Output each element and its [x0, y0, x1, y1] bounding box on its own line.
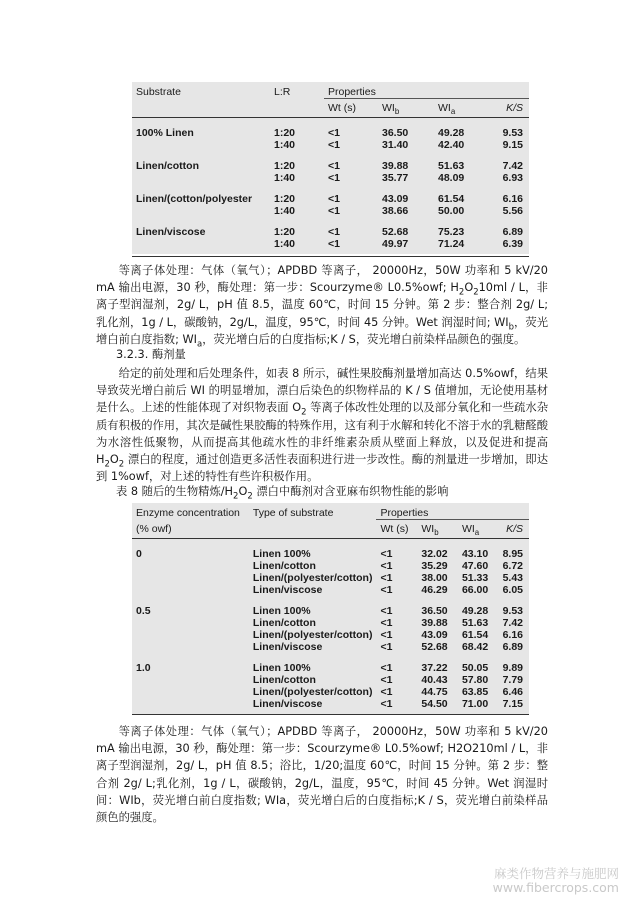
table-row — [132, 674, 529, 686]
table-row-spacer — [132, 217, 529, 226]
wib-cell: 38.66 — [382, 204, 409, 217]
wib-cell: 36.50 — [421, 604, 448, 617]
table-1-header-row — [132, 86, 529, 99]
ks-cell: 7.42 — [502, 159, 523, 172]
enzyme-conc-cell — [132, 641, 249, 653]
enzyme-conc-cell — [132, 584, 249, 596]
table-row — [132, 572, 529, 584]
substrate-type-cell: Linen/(polyester/cotton) — [252, 628, 373, 641]
wt-cell: <1 — [380, 685, 393, 698]
table-row — [132, 139, 529, 151]
header-wib: $WI_b$ — [382, 101, 400, 116]
lr-cell: 1:20 — [274, 225, 296, 238]
wt-cell: <1 — [380, 571, 393, 584]
table-row-spacer — [132, 151, 529, 160]
enzyme-conc-cell — [132, 629, 249, 641]
wia-cell: 75.23 — [438, 225, 465, 238]
ks-cell: 5.56 — [502, 204, 523, 217]
wia-cell: 50.05 — [461, 661, 489, 674]
table-row — [132, 641, 529, 653]
ks-cell: 9.15 — [502, 138, 523, 151]
table-row — [132, 698, 529, 710]
wib-cell: 43.09 — [421, 628, 448, 641]
lr-cell: 1:20 — [274, 126, 296, 139]
substrate-cell — [132, 172, 270, 184]
section-title: 酶剂量 — [151, 348, 186, 361]
lr-cell: 1:20 — [274, 192, 296, 205]
ks-cell: 9.53 — [502, 126, 523, 139]
wia-cell: 71.24 — [438, 237, 465, 250]
wib-cell: 52.68 — [382, 225, 409, 238]
wia-cell: 50.00 — [438, 204, 465, 217]
ks-cell: 6.16 — [502, 192, 523, 205]
substrate-type-cell: Linen 100% — [252, 661, 311, 674]
substrate-cell: 100% Linen — [136, 126, 194, 139]
wia-cell: 61.54 — [438, 192, 465, 205]
enzyme-conc-cell — [132, 560, 249, 572]
table-row — [132, 617, 529, 629]
wib-cell: 43.09 — [382, 192, 409, 205]
substrate-type-cell: Linen 100% — [252, 547, 311, 560]
table-row-spacer — [132, 538, 529, 548]
ks-cell: 6.89 — [502, 225, 523, 238]
table-1-grid — [132, 86, 529, 257]
wia-cell: 42.40 — [438, 138, 465, 151]
wt-cell: <1 — [380, 697, 393, 710]
wia-cell: 51.63 — [438, 159, 465, 172]
wia-cell: 71.00 — [461, 697, 489, 710]
table-2-caption: 表 8 随后的生物精炼$/H_2O_2$ 漂白中酶剂对含亚麻布织物性能的影响 — [116, 485, 449, 501]
ks-cell: 6.89 — [502, 640, 523, 653]
wib-cell: 35.77 — [382, 171, 409, 184]
table-row — [132, 172, 529, 184]
table-2-header-row — [132, 507, 529, 520]
table-1-subheader-row — [132, 99, 529, 118]
substrate-type-cell: Linen/viscose — [252, 697, 323, 710]
lr-cell: 1:40 — [274, 171, 296, 184]
watermark-line-2: www.fibercrops.com — [492, 880, 619, 895]
table-row — [132, 205, 529, 217]
table-row — [132, 560, 529, 572]
table-row — [132, 160, 529, 172]
wia-cell: 49.28 — [438, 126, 465, 139]
section-number: 3.2.3. — [116, 348, 149, 361]
table-row — [132, 193, 529, 205]
wia-cell: 66.00 — [461, 583, 489, 596]
ks-cell: 7.15 — [502, 697, 523, 710]
header-wia-2: $WI_a$ — [461, 522, 480, 537]
table-2-bottom-rule — [132, 710, 529, 715]
ks-cell: 6.46 — [502, 685, 523, 698]
header-substrate: Substrate — [136, 86, 181, 99]
wt-cell: <1 — [380, 547, 393, 560]
header-enzyme-unit: (% owf) — [136, 522, 172, 535]
enzyme-conc-cell — [132, 674, 249, 686]
wt-cell: <1 — [328, 225, 340, 238]
substrate-cell — [132, 205, 270, 217]
enzyme-conc-cell — [132, 617, 249, 629]
table-row-spacer — [132, 653, 529, 662]
table-row — [132, 686, 529, 698]
table-row-spacer — [132, 117, 529, 127]
wia-cell: 48.09 — [438, 171, 465, 184]
wib-cell: 44.75 — [421, 685, 448, 698]
lr-cell: 1:20 — [274, 159, 296, 172]
table-row — [132, 584, 529, 596]
header-lr: L:R — [274, 86, 291, 99]
header-properties-2: Properties — [376, 507, 529, 520]
section-heading — [116, 347, 186, 363]
wia-cell: 63.85 — [461, 685, 489, 698]
enzyme-conc-cell — [132, 698, 249, 710]
lr-cell: 1:40 — [274, 138, 296, 151]
enzyme-conc-cell: 0 — [136, 547, 142, 560]
substrate-type-cell: Linen/cotton — [252, 616, 316, 629]
header-enzyme-conc: Enzyme concentration — [136, 507, 240, 520]
enzyme-conc-cell — [132, 572, 249, 584]
table-row-spacer — [132, 184, 529, 193]
wib-cell: 46.29 — [421, 583, 448, 596]
table-row — [132, 662, 529, 674]
wt-cell: <1 — [328, 126, 340, 139]
wt-cell: <1 — [380, 661, 393, 674]
table-1 — [132, 82, 529, 254]
header-wia: $WI_a$ — [438, 101, 456, 116]
substrate-type-cell: Linen/(polyester/cotton) — [252, 685, 373, 698]
wib-cell: 36.50 — [382, 126, 409, 139]
ks-cell: 6.39 — [502, 237, 523, 250]
table-2-subheader-row — [132, 520, 529, 539]
wib-cell: 39.88 — [421, 616, 448, 629]
lr-cell: 1:40 — [274, 237, 296, 250]
enzyme-conc-cell: 1.0 — [136, 661, 151, 674]
wia-cell: 61.54 — [461, 628, 489, 641]
wia-cell: 51.63 — [461, 616, 489, 629]
wia-cell: 47.60 — [461, 559, 489, 572]
substrate-cell: Linen/viscose — [136, 225, 206, 238]
wt-cell: <1 — [380, 604, 393, 617]
substrate-type-cell: Linen/cotton — [252, 559, 316, 572]
wib-cell: 35.29 — [421, 559, 448, 572]
table-1-note: 等离子体处理：气体（氧气）；APDBD 等离子， 20000Hz，50W 功率和 5 kV/20 mA 输出电源，30 秒，酶处理：第一步：Scourzyme® L0.5%owf; $H_2O_210ml$ / L，非离子型润湿剂，2g/ L，pH 值 8.5，温度 60℃，时间 15 分钟。第 2 步：整合剂 2g/ L;乳化剂，1g / L，碳酸钠，2g/L，温度，95℃，时间 45 分钟。Wet 润湿时间; $WI_b$，荧光增白前白度指数; $WI_a$，荧光增白后的白度指标;K / S，荧光增白前染样品颜色的强度。 — [96, 264, 548, 349]
wt-cell: <1 — [328, 204, 340, 217]
wt-cell: <1 — [380, 628, 393, 641]
wia-cell: 51.33 — [461, 571, 489, 584]
wt-cell: <1 — [380, 616, 393, 629]
ks-cell: 8.95 — [502, 547, 523, 560]
ks-cell: 6.93 — [502, 171, 523, 184]
watermark — [493, 867, 619, 895]
wt-cell: <1 — [380, 640, 393, 653]
wib-cell: 32.02 — [421, 547, 448, 560]
substrate-type-cell: Linen 100% — [252, 604, 311, 617]
wib-cell: 40.43 — [421, 673, 448, 686]
header-properties: Properties — [324, 86, 529, 99]
ks-cell: 6.16 — [502, 628, 523, 641]
table-2 — [132, 503, 529, 715]
wia-cell: 57.80 — [461, 673, 489, 686]
wt-cell: <1 — [328, 192, 340, 205]
substrate-type-cell: Linen/(polyester/cotton) — [252, 571, 373, 584]
ks-cell: 6.72 — [502, 559, 523, 572]
substrate-cell: Linen/(cotton/polyester — [136, 192, 253, 205]
substrate-type-cell: Linen/viscose — [252, 583, 323, 596]
substrate-cell: Linen/cotton — [136, 159, 199, 172]
watermark-line-1: 麻类作物营养与施肥网 — [493, 866, 619, 881]
ks-cell: 7.42 — [502, 616, 523, 629]
wib-cell: 49.97 — [382, 237, 409, 250]
wia-cell: 49.28 — [461, 604, 489, 617]
ks-cell: 9.53 — [502, 604, 523, 617]
header-wib-2: $WI_b$ — [421, 522, 439, 537]
table-row — [132, 127, 529, 139]
table-row — [132, 629, 529, 641]
wt-cell: <1 — [328, 159, 340, 172]
substrate-type-cell: Linen/viscose — [252, 640, 323, 653]
substrate-cell — [132, 139, 270, 151]
table-row — [132, 238, 529, 250]
body-paragraph: 给定的前处理和后处理条件，如表 8 所示，碱性果胶酶剂量增加高达 0.5%owf，结果导致荧光增白前后 WI 的明显增加，漂白后染色的织物样品的 K / S 值增加，无论使用基材是什么。上述的性能体现了对织物表面 $O_2$ 等离子体改性处理的以及部分氧化和一些疏水杂质有积极的作用，其次是碱性果胶酶的特殊作用，这有利于水解和转化不溶于水的乳糖醛酸为水溶性低聚物，从而提高其他疏水性的非纤维素杂质从壁面上释放，以及促进和提高 $H_2O_2$ 漂白的程度，通过创造更多活性表面积进行进一步改性。酶的剂量进一步增加，即达到 1%owf，对上述的特性有些许积极作用。 — [96, 367, 548, 484]
substrate-cell — [132, 238, 270, 250]
table-row — [132, 226, 529, 238]
lr-cell: 1:40 — [274, 204, 296, 217]
wib-cell: 38.00 — [421, 571, 448, 584]
table-2-note: 等离子体处理：气体（氧气）；APDBD 等离子， 20000Hz，50W 功率和 5 kV/20 mA 输出电源，30 秒，酶处理：第一步：Scourzyme® L0.5%owf; H2O210ml / L，非离子型润湿剂，2g/ L，pH 值 8.5；浴比，1/20;温度 60℃，时间 15 分钟。第 2 步：整合剂 2g/ L;乳化剂，1g / L，碳酸钠，2g/L，温度，95℃，时间 45 分钟。Wet 润湿时间：WIb，荧光增白前白度指数; WIa，荧光增白后的白度指标;K / S，荧光增白前染样品颜色的强度。 — [96, 725, 548, 825]
wt-cell: <1 — [380, 673, 393, 686]
header-ks: K/S — [506, 101, 523, 114]
ks-cell: 6.05 — [502, 583, 523, 596]
table-row-spacer — [132, 596, 529, 605]
wt-cell: <1 — [328, 171, 340, 184]
wib-cell: 31.40 — [382, 138, 409, 151]
wt-cell: <1 — [380, 583, 393, 596]
table-row — [132, 548, 529, 560]
table-row — [132, 605, 529, 617]
wib-cell: 39.88 — [382, 159, 409, 172]
ks-cell: 9.89 — [502, 661, 523, 674]
wt-cell: <1 — [328, 237, 340, 250]
wib-cell: 52.68 — [421, 640, 448, 653]
table-2-grid — [132, 507, 529, 715]
header-ks-2: K/S — [506, 522, 523, 535]
ks-cell: 7.79 — [502, 673, 523, 686]
wib-cell: 54.50 — [421, 697, 448, 710]
wt-cell: <1 — [328, 138, 340, 151]
header-wt: Wt (s) — [328, 101, 356, 114]
wt-cell: <1 — [380, 559, 393, 572]
substrate-type-cell: Linen/cotton — [252, 673, 316, 686]
table-1-bottom-rule — [132, 250, 529, 257]
header-type: Type of substrate — [252, 507, 334, 520]
wib-cell: 37.22 — [421, 661, 448, 674]
enzyme-conc-cell — [132, 686, 249, 698]
wia-cell: 68.42 — [461, 640, 489, 653]
wia-cell: 43.10 — [461, 547, 489, 560]
header-wt-2: Wt (s) — [380, 522, 409, 535]
ks-cell: 5.43 — [502, 571, 523, 584]
enzyme-conc-cell: 0.5 — [136, 604, 151, 617]
